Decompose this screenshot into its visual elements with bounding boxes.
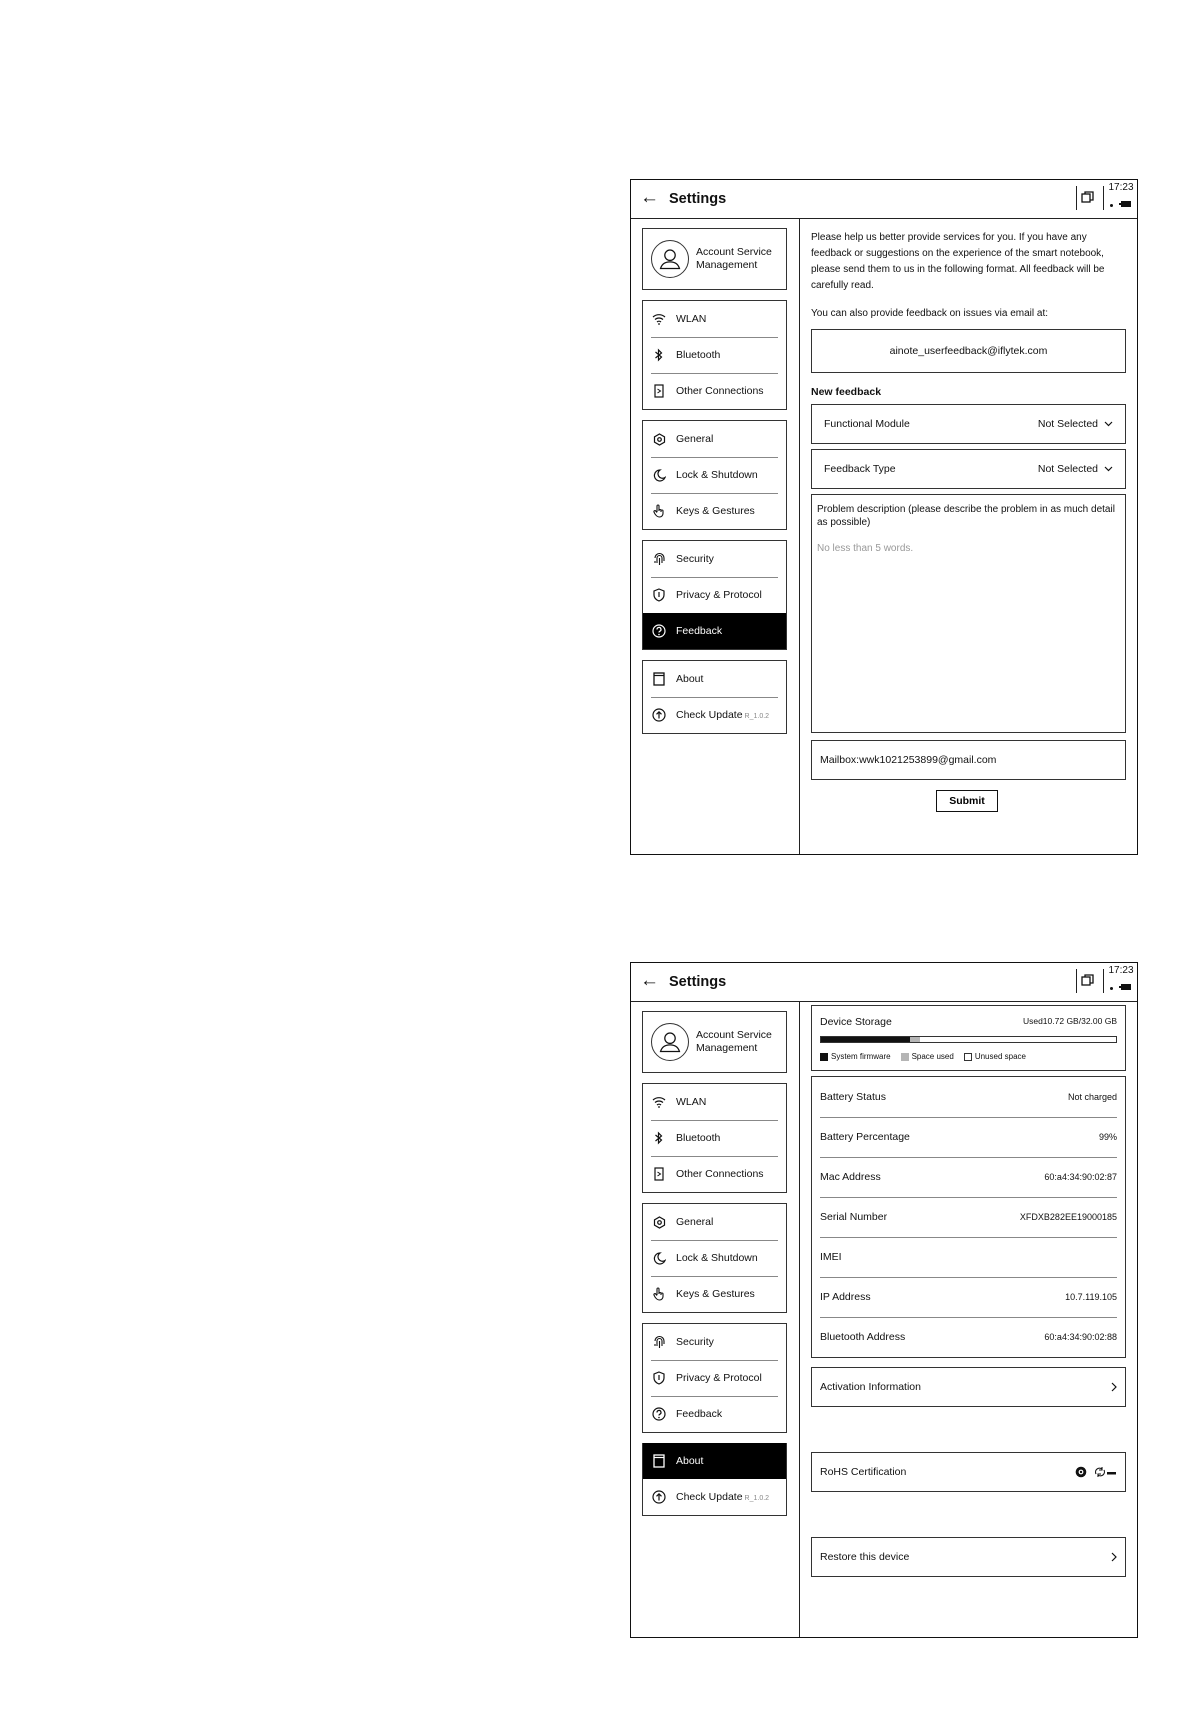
storage-bar (820, 1036, 1117, 1043)
feedback-screen (630, 179, 1138, 855)
functional-module-select[interactable] (811, 404, 1126, 444)
sidebar-item-label: Security (676, 553, 714, 565)
sidebar (631, 1001, 800, 1637)
battery-icon (1121, 984, 1131, 990)
sidebar-item-label: Privacy & Protocol (676, 589, 762, 601)
info-row-battery-status: Battery Status Not charged (820, 1091, 1117, 1103)
restore-device-row[interactable]: Restore this device (811, 1537, 1126, 1577)
hand-gesture-icon (651, 503, 667, 519)
info-row-mac-address: Mac Address 60:a4:34:90:02:87 (812, 1157, 1125, 1197)
sidebar-item-feedback[interactable] (643, 1396, 786, 1432)
storage-header (820, 1016, 1117, 1028)
select-value: Not Selected (1037, 418, 1098, 430)
select-label: Feedback Type (824, 463, 896, 475)
sidebar-item-other-connections[interactable] (643, 1156, 786, 1192)
info-row-battery-percentage: Battery Percentage 99% (812, 1117, 1125, 1157)
upload-icon (651, 1489, 667, 1505)
sidebar-item-bluetooth[interactable] (643, 1120, 786, 1156)
sidebar-item-check-update[interactable] (643, 697, 786, 733)
chevron-right-icon (1111, 1382, 1117, 1392)
sidebar-item-other-connections[interactable] (643, 373, 786, 409)
system-group (642, 420, 787, 530)
sidebar-item-about[interactable] (643, 661, 786, 697)
shield-icon (651, 587, 667, 603)
bluetooth-icon (651, 1130, 667, 1146)
description-label: Problem description (please describe the problem in as much detail as possible) (817, 504, 1115, 528)
info-row-ip-address: IP Address 10.7.119.105 (812, 1277, 1125, 1317)
email-note: You can also provide feedback on issues via email at: (811, 308, 1048, 319)
fingerprint-icon (651, 1334, 667, 1350)
clock: 17:23 (1108, 965, 1134, 976)
phone-connection-icon (651, 383, 667, 399)
submit-button[interactable]: Submit (936, 790, 998, 812)
legend-system: System firmware (820, 1052, 891, 1061)
device-storage-card (811, 1005, 1126, 1071)
security-group (642, 540, 787, 650)
tablet-icon (651, 671, 667, 687)
security-group (642, 1323, 787, 1433)
window-icon[interactable] (1081, 974, 1094, 987)
sidebar-item-security[interactable] (643, 541, 786, 577)
sidebar-item-label: About (676, 1455, 704, 1467)
sidebar-item-keys-gestures[interactable] (643, 493, 786, 529)
sidebar (631, 218, 800, 854)
recycle-mark-icon (1093, 1465, 1117, 1479)
chevron-down-icon (1104, 421, 1113, 427)
hand-gesture-icon (651, 1286, 667, 1302)
storage-bar-system (821, 1037, 910, 1042)
page-title: Settings (669, 974, 727, 990)
top-bar (631, 963, 1137, 1002)
system-group (642, 1203, 787, 1313)
select-value: Not Selected (1037, 463, 1098, 475)
info-row-imei: IMEI (812, 1237, 1125, 1277)
sidebar-item-wlan[interactable] (643, 1084, 786, 1120)
chevron-right-icon (1111, 1552, 1117, 1562)
sidebar-item-bluetooth[interactable] (643, 337, 786, 373)
storage-label: Device Storage (820, 1016, 892, 1028)
sidebar-item-label: Other Connections (676, 1168, 764, 1180)
moon-icon (651, 1250, 667, 1266)
account-label: Account Service Management (696, 1029, 772, 1054)
phone-connection-icon (651, 1166, 667, 1182)
info-row-serial-number: Serial Number XFDXB282EE19000185 (812, 1197, 1125, 1237)
account-service-card[interactable] (642, 1011, 787, 1073)
sidebar-item-label: Bluetooth (676, 349, 721, 361)
page-title: Settings (669, 191, 727, 207)
sidebar-item-label: Check Update (676, 709, 743, 721)
sidebar-item-label: Security (676, 1336, 714, 1348)
tablet-icon (651, 1453, 667, 1469)
window-icon[interactable] (1081, 191, 1094, 204)
about-panel (799, 1001, 1137, 1637)
moon-icon (651, 467, 667, 483)
account-service-card[interactable] (642, 228, 787, 290)
status-divider (1076, 186, 1077, 210)
storage-bar-used (910, 1037, 920, 1042)
sidebar-item-privacy-protocol[interactable] (643, 577, 786, 613)
certification-seal-icon (1075, 1466, 1087, 1478)
sidebar-item-label: Lock & Shutdown (676, 1252, 758, 1264)
sidebar-item-keys-gestures[interactable] (643, 1276, 786, 1312)
info-row-bluetooth-address: Bluetooth Address 60:a4:34:90:02:88 (812, 1317, 1125, 1357)
status-divider (1076, 969, 1077, 993)
sidebar-item-lock-shutdown[interactable] (643, 1240, 786, 1276)
sidebar-item-feedback[interactable] (643, 613, 786, 649)
sidebar-item-label: General (676, 1216, 714, 1228)
sidebar-item-label: Keys & Gestures (676, 1288, 755, 1300)
signal-dot-icon (1110, 987, 1113, 990)
version-label: R_1.0.2 (744, 1495, 770, 1502)
sidebar-item-label: General (676, 433, 714, 445)
sidebar-item-label: Check Update (676, 1491, 743, 1503)
rohs-certification-row[interactable]: RoHS Certification (811, 1452, 1126, 1492)
legend-unused: Unused space (964, 1052, 1026, 1061)
sidebar-item-label: Feedback (676, 625, 723, 637)
rohs-marks (1075, 1465, 1117, 1479)
mailbox-field[interactable]: Mailbox:wwk1021253899@gmail.com (811, 740, 1126, 780)
sidebar-item-label: Bluetooth (676, 1132, 721, 1144)
sidebar-item-label: Keys & Gestures (676, 505, 755, 517)
sidebar-item-general[interactable] (643, 1204, 786, 1240)
avatar-icon (651, 240, 689, 278)
sidebar-item-label: WLAN (676, 1096, 707, 1108)
device-info-card (811, 1076, 1126, 1358)
account-label: Account Service Management (696, 246, 772, 271)
upload-icon (651, 707, 667, 723)
select-label: Functional Module (824, 418, 910, 430)
feedback-intro: Please help us better provide services for you. If you have any feedback or suggestions on the experience of the smart notebook, please send them to us in the following format. All feedback will be carefully read. (811, 232, 1105, 291)
sidebar-item-privacy-protocol[interactable] (643, 1360, 786, 1396)
description-placeholder: No less than 5 words. (817, 543, 914, 554)
question-icon (651, 1406, 667, 1422)
chevron-down-icon (1104, 466, 1113, 472)
connections-group (642, 1083, 787, 1193)
sidebar-item-label: Feedback (676, 1408, 723, 1420)
status-divider (1103, 186, 1104, 210)
question-icon (651, 623, 667, 639)
feedback-type-select[interactable] (811, 449, 1126, 489)
shield-icon (651, 1370, 667, 1386)
avatar-icon (651, 1023, 689, 1061)
storage-legend (820, 1052, 1026, 1061)
clock: 17:23 (1108, 182, 1134, 193)
battery-icon (1121, 201, 1131, 207)
new-feedback-heading: New feedback (811, 386, 882, 398)
sidebar-item-label: Lock & Shutdown (676, 469, 758, 481)
about-group (642, 1443, 787, 1516)
feedback-panel (799, 218, 1137, 854)
activation-information-row[interactable]: Activation Information (811, 1367, 1126, 1407)
about-screen (630, 962, 1138, 1638)
legend-used: Space used (901, 1052, 954, 1061)
gear-icon (651, 431, 667, 447)
sidebar-item-label: Privacy & Protocol (676, 1372, 762, 1384)
sidebar-item-general[interactable] (643, 421, 786, 457)
version-label: R_1.0.2 (744, 713, 770, 720)
wifi-icon (651, 311, 667, 327)
storage-value: Used10.72 GB/32.00 GB (1022, 1016, 1117, 1026)
problem-description-textarea[interactable] (811, 494, 1126, 733)
sidebar-item-lock-shutdown[interactable] (643, 457, 786, 493)
sidebar-item-label: Other Connections (676, 385, 764, 397)
sidebar-item-label: WLAN (676, 313, 707, 325)
back-arrow-icon[interactable]: ← (640, 970, 659, 991)
gear-icon (651, 1214, 667, 1230)
sidebar-item-wlan[interactable] (643, 301, 786, 337)
sidebar-item-check-update[interactable] (643, 1479, 786, 1515)
sidebar-item-label: About (676, 673, 704, 685)
connections-group (642, 300, 787, 410)
fingerprint-icon (651, 551, 667, 567)
sidebar-item-security[interactable] (643, 1324, 786, 1360)
status-divider (1103, 969, 1104, 993)
signal-dot-icon (1110, 204, 1113, 207)
sidebar-item-about[interactable] (643, 1443, 786, 1479)
about-group (642, 660, 787, 734)
bluetooth-icon (651, 347, 667, 363)
wifi-icon (651, 1094, 667, 1110)
back-arrow-icon[interactable]: ← (640, 187, 659, 208)
feedback-email[interactable]: ainote_userfeedback@iflytek.com (811, 329, 1126, 373)
top-bar (631, 180, 1137, 219)
